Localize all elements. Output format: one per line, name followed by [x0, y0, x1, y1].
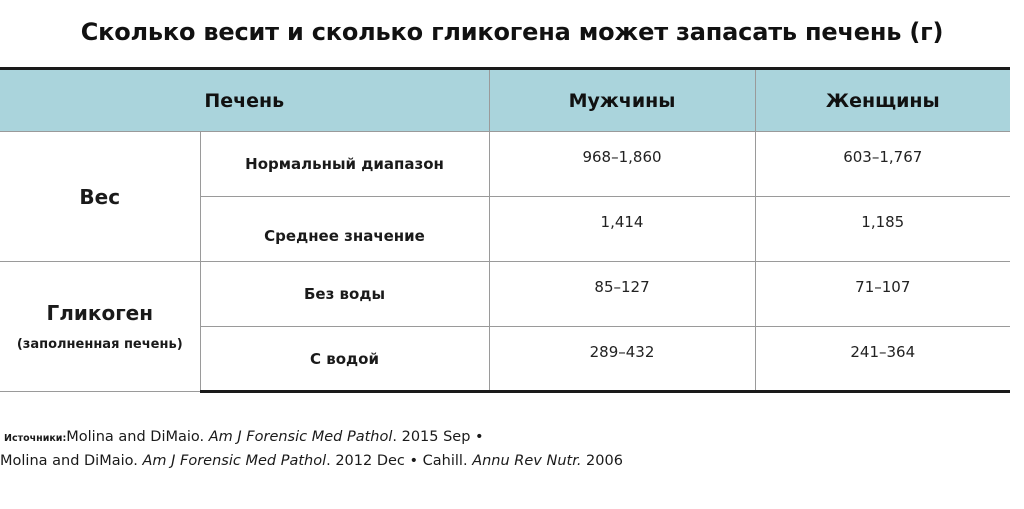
header-liver: Печень: [0, 69, 489, 132]
cell-men-mean: 1,414: [489, 197, 755, 262]
row-label-wet: С водой: [200, 327, 489, 392]
ref2-journal: Am J Forensic Med Pathol: [142, 453, 327, 469]
cell-men-normal-range: 968–1,860: [489, 132, 755, 197]
group-weight: [0, 132, 200, 262]
ref2-date: . 2012 Dec •: [326, 453, 419, 469]
liver-table-container: [0, 67, 1010, 393]
table-header-row: [0, 69, 1010, 132]
sources-label: Источники:: [4, 433, 67, 444]
sources-block: [0, 426, 1000, 473]
cell-men-wet: 289–432: [489, 327, 755, 392]
sources-line-1: [0, 426, 1000, 450]
ref2-authors: Molina and DiMaio.: [0, 453, 138, 469]
header-men: Мужчины: [489, 69, 755, 132]
table-row: [0, 132, 1010, 197]
sources-line-2: [0, 450, 1000, 473]
group-glycogen-sublabel: (заполненная печень): [16, 337, 183, 352]
cell-women-wet: 241–364: [755, 327, 1010, 392]
group-glycogen: [0, 262, 200, 392]
row-label-dry: Без воды: [200, 262, 489, 327]
group-glycogen-label: Гликоген: [46, 301, 154, 325]
ref3-date: 2006: [586, 453, 623, 469]
page-title: Сколько весит и сколько гликогена может запасать печень (г): [80, 18, 944, 46]
cell-men-dry: 85–127: [489, 262, 755, 327]
ref3-authors: Cahill.: [422, 453, 468, 469]
ref3-journal: Annu Rev Nutr.: [472, 453, 582, 469]
ref1-authors: Molina and DiMaio.: [66, 429, 205, 445]
group-weight-label: Вес: [79, 184, 121, 209]
cell-women-normal-range: 603–1,767: [755, 132, 1010, 197]
row-label-normal-range: Нормальный диапазон: [200, 132, 489, 197]
cell-women-dry: 71–107: [755, 262, 1010, 327]
liver-table: [0, 67, 1010, 393]
ref1-date: . 2015 Sep •: [392, 429, 484, 445]
cell-women-mean: 1,185: [755, 197, 1010, 262]
row-label-mean: Среднее значение: [200, 197, 489, 262]
ref1-journal: Am J Forensic Med Pathol: [208, 429, 393, 445]
header-women: Женщины: [755, 69, 1010, 132]
table-row: [0, 262, 1010, 327]
